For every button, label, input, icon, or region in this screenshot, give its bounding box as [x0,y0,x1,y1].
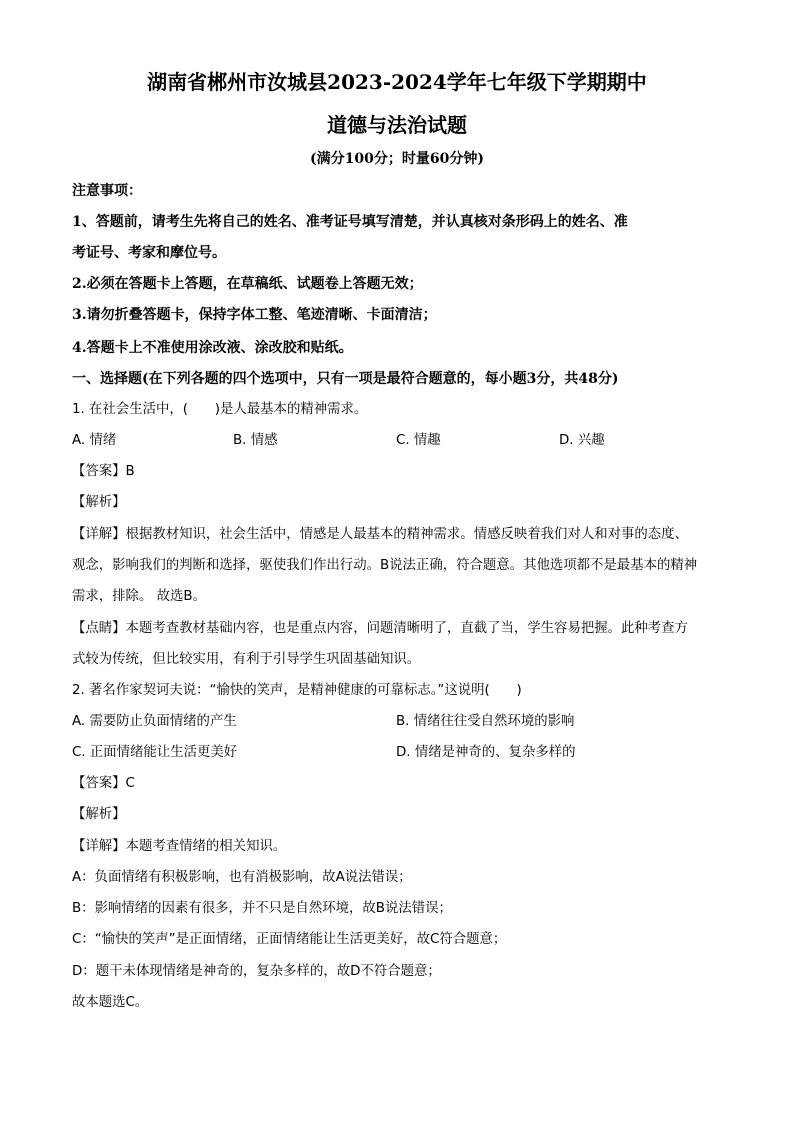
question-2-option-d: D. 情绪是神奇的、复杂多样的 [396,745,576,760]
notes-item-4: 4.答题卡上不准使用涂改液、涂改胶和贴纸。 [72,340,353,356]
question-1-detail-line-1: 【详解】根据教材知识，社会生活中，情感是人最基本的精神需求。情感反映着我们对人和对事的态度、 [72,527,688,542]
question-2-conclusion: 故本题选C。 [72,995,149,1010]
notes-item-3: 3.请勿折叠答题卡，保持字体工整、笔迹清晰、卡面清洁； [72,307,437,323]
question-2-analysis-label: 【解析】 [72,807,126,822]
question-2-explain-d: D：题干未体现情绪是神奇的，复杂多样的，故D不符合题意； [72,964,441,979]
notes-heading: 注意事项： [72,183,142,199]
question-1-comment-line-2: 式较为传统，但比较实用，有利于引导学生巩固基础知识。 [72,652,421,667]
exam-subject-title: 道德与法治试题 [327,113,467,137]
question-2-option-a: A. 需要防止负面情绪的产生 [72,714,237,729]
question-1-analysis-label: 【解析】 [72,495,126,510]
question-2-option-c: C. 正面情绪能让生活更美好 [72,745,238,760]
question-1-comment-line-1: 【点睛】本题考查教材基础内容，也是重点内容，问题清晰明了，直截了当，学生容易把握。此种考查方 [72,621,688,636]
question-1-option-b: B. 情感 [233,433,278,448]
question-1-stem: 1. 在社会生活中，( )是人最基本的精神需求。 [72,402,368,417]
exam-subtitle: (满分100分；时量60分钟) [310,151,484,167]
question-1-option-c: C. 情趣 [396,433,441,448]
question-2-answer: 【答案】C [72,776,135,791]
question-2-detail: 【详解】本题考查情绪的相关知识。 [72,839,287,854]
question-1-detail-line-2: 观念，影响我们的判断和选择，驱使我们作出行动。B说法正确，符合题意。其他选项都不是最基本的精神 [72,558,698,573]
question-2-option-b: B. 情绪往往受自然环境的影响 [396,714,575,729]
exam-title: 湖南省郴州市汝城县2023-2024学年七年级下学期期中 [147,70,647,94]
notes-item-1-line-1: 1、答题前，请考生先将自己的姓名、准考证号填写清楚，并认真核对条形码上的姓名、准 [72,214,628,230]
question-2-explain-a: A：负面情绪有积极影响，也有消极影响，故A说法错误； [72,870,412,885]
question-2-explain-b: B：影响情绪的因素有很多，并不只是自然环境，故B说法错误； [72,901,452,916]
question-1-answer: 【答案】B [72,464,135,479]
question-2-explain-c: C：“愉快的笑声”是正面情绪，正面情绪能让生活更美好，故C符合题意； [72,932,507,947]
question-1-option-d: D. 兴趣 [559,433,605,448]
question-1-option-a: A. 情绪 [72,433,117,448]
notes-item-2: 2.必须在答题卡上答题，在草稿纸、试题卷上答题无效； [72,276,423,292]
notes-item-1-line-2: 考证号、考家和摩位号。 [72,245,226,261]
question-2-stem: 2. 著名作家契诃夫说：“愉快的笑声，是精神健康的可靠标志。”这说明( ) [72,683,522,698]
question-1-detail-line-3: 需求，排除。 故选B。 [72,589,206,604]
section-1-heading: 一、选择题(在下列各题的四个选项中，只有一项是最符合题意的，每小题3分，共48分) [72,371,619,387]
